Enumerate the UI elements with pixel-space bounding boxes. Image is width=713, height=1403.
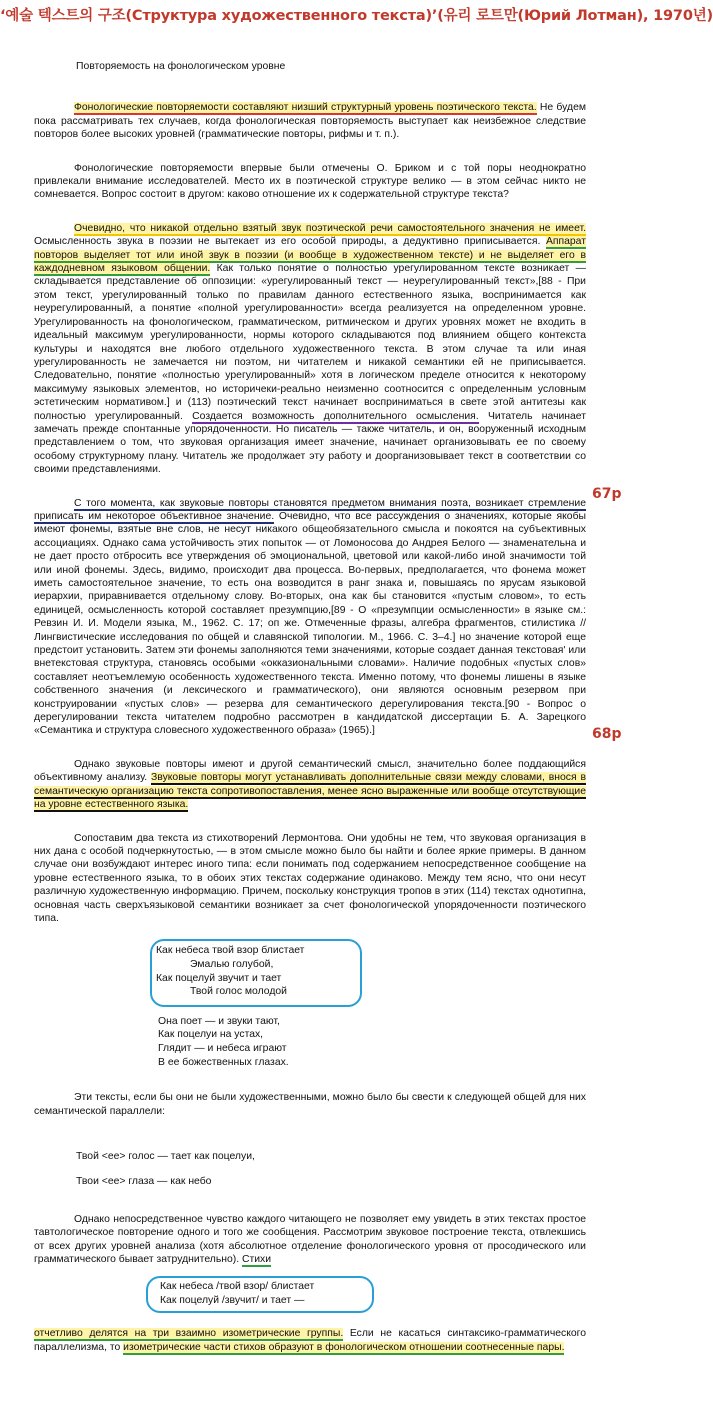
- poem-callout-box: [150, 939, 362, 1006]
- paragraph-9: [34, 1327, 586, 1354]
- paragraph-text: Осмысленность звука в поэзии не вытекает из его особой природы, а дедуктивно приписывается.: [34, 236, 546, 248]
- poem-line: Как поцелуи на устах,: [158, 1029, 264, 1041]
- highlight-red: Фонологические повторяемости составляют низший структурный уровень поэтического текста.: [74, 102, 537, 114]
- paragraph-5: [34, 758, 586, 812]
- paragraph-text: Однако звуковые повторы имеют и другой семантический смысл, значительно более поддающийся объективному анализу.: [34, 758, 586, 784]
- paragraph-text: Как только понятие о полностью урегулированном тексте возникает — складывается представление об оппозиции: «урегулированный текст — неурегулированный текст»,[88 - При этом текст, урегулированный только по правилам данного естественного языка, воспринимается как неурегулированный, а понятие «полной урегулированности» всегда реализуется на определенном уровне. Урегулированность на фонологическом, грамматическом, ритмическом и других уровнях может не входить в идеальный максимум урегулированности, нормы которого складываются под влиянием общего контекста культуры и находятся вне любого отдельного художественного текста. В этом случае та или иная урегулированность не замечается ни поэтом, ни читателем и никакой семантики ей не приписывается. Следовательно, понятие «полностью урегулированный» хотя в логическом пределе относится к некоторому максимуму языковых элементов, но историчеки-реально неизменно соотносится с определенным условным эстетическим нормативом.] и (113) поэтический текст начинает восприниматься в свете этой антитезы как полностью урегулированный.: [34, 263, 587, 422]
- paragraph-8: [34, 1213, 586, 1267]
- page-marker: 67р: [592, 486, 622, 502]
- highlight-yellow: Очевидно, что никакой отдельно взятый звук поэтической речи самостоятельного значения не имеет.: [74, 222, 586, 234]
- formula-line: Твои <ее> глаза — как небо: [76, 1176, 212, 1188]
- verse-line: Как поцелуй /звучит/ и тает —: [160, 1294, 305, 1306]
- paragraph-4: [34, 497, 586, 738]
- paragraph-6: Сопоставим два текста из стихотворений Лермонтова. Они удобны не тем, что звуковая организация в них дана с особой подчеркнутостью, — в этом смысле можно было бы найти и более яркие примеры. В данном случае они возбуждают интерес иного типа: если понимать под содержанием непосредственное сообщение на уровне естественного языка, то в обоих этих текстах содержание одинаково. Между тем ясно, что они несут различную художественную информацию. Причем, поскольку конструкция тропов в этих (114) текстах однотипна, основная часть сверхъязыковой семантики возникает за счет фонологической упорядоченности поэтического типа.: [34, 832, 586, 924]
- paragraph-3: [34, 222, 586, 477]
- paragraph-text: Если не касаться синтаксико-грамматического параллелизма, то: [34, 1328, 586, 1353]
- underline-purple: Создается возможность дополнительного осмысления.: [192, 410, 479, 422]
- highlight-green: изометрические части стихов образуют в фонологическом отношении соотнесенные пары.: [123, 1341, 565, 1353]
- highlight-green: Аппарат повторов выделяет тот или иной звук в поэзии (и вообще в художественном тексте) и не выделяет его в каждодневном языковом общении.: [34, 236, 586, 275]
- poem-block: [158, 939, 358, 1069]
- poem-line: Твой голос молодой: [190, 986, 287, 998]
- document-body: [34, 60, 586, 1374]
- poem-line: Как поцелуй звучит и тает: [156, 972, 282, 984]
- page-title: ‘예술 텍스트의 구조(Структура художественного текста)’(유리 로트만(Юрий Лотман), 1970년): [0, 8, 713, 24]
- poem-line: Как небеса твой взор блистает: [156, 945, 305, 957]
- paragraph-text: Читатель начинает замечать прежде спонтанные упорядоченности. Но писатель — также читатель, и он, вооруженный исходным представлением о том, что звуковая организация имеет значение, начинает организовывать ее по своему особому структурному плану. Читатель же продолжает эту работу и доорганизовывает текст в соответствии со своими представлениями.: [34, 410, 586, 476]
- section-subtitle: Повторяемость на фонологическом уровне: [76, 61, 286, 72]
- poem-line: Эмалью голубой,: [190, 958, 274, 970]
- highlight-green: отчетливо делятся на три взаимно изометрические группы.: [34, 1328, 344, 1340]
- poem-line: В ее божественных глазах.: [158, 1056, 289, 1068]
- verse-line: Как небеса /твой взор/ блистает: [160, 1281, 315, 1293]
- underline-green: Стихи: [241, 1253, 272, 1265]
- poem-line: Глядит — и небеса играют: [158, 1042, 287, 1054]
- formula-line: Твой <ее> голос — тает как поцелуи,: [76, 1150, 255, 1162]
- verse-callout-box: [146, 1276, 374, 1313]
- paragraph-1: [34, 101, 586, 141]
- paragraph-text: Однако непосредственное чувство каждого читающего не позволяет ему увидеть в этих текстах простое тавтологическое повторение одного и того же сообщения. Рассмотрим звуковое построение текста, отвлекшись от всех других уровней анализа (хотя абсолютное отделение фонологического уровня от просодического или грамматического бывает затруднительно).: [34, 1213, 586, 1265]
- paragraph-2: Фонологические повторяемости впервые были отмечены О. Бриком и с той поры неоднократно привлекали внимание исследователей. Место их в поэтической структуре велико — в этом сейчас никто не сомневается. Вопрос состоит в другом: каково отношение их к содержательной структуре текста?: [34, 162, 586, 201]
- underline-navy: С того момента, как звуковые повторы становятся предметом внимания поэта, возникает стремление приписать им некоторое объективное значение.: [34, 497, 586, 522]
- highlight-black: Звуковые повторы могут устанавливать дополнительные связи между словами, внося в семантическую организацию текста сопротивопоставления, менее ясно выраженные или вообще отсутствующие на уровне естественного языка.: [34, 772, 586, 811]
- paragraph-text: Не будем пока рассматривать тех случаев, когда фонологическая повторяемость выступает как неизбежное следствие повторов более высоких уровней (грамматические повторы, рифмы и т. п.).: [34, 102, 586, 141]
- paragraph-7: Эти тексты, если бы они не были художественными, можно было бы свести к следующей общей для них семантической параллели:: [34, 1092, 586, 1117]
- page-marker: 68р: [592, 726, 622, 742]
- paragraph-text: Очевидно, что все рассуждения о значениях, которые якобы имеют фонемы, взятые вне слов, не несут никакого общеобязательного смысла и покоятся на субъективных ассоциациях. Однако сама устойчивость этих попыток — от Ломоносова до Андрея Белого — знаменательна и не дает просто отбросить все утверждения об эмоциональной, цветовой или какой-либо иной значимости той или иной фонемы. Здесь, видимо, происходит два процесса. Во-первых, предполагается, что фонема может иметь самостоятельное значение, то есть она возводится в ранг знака и, повышаясь по ярусам языковой иерархии, приравнивается отдельному слову. Во-вторых, она как бы становится «пустым словом», то есть единицей, осмысленность которой составляет презумпцию,[89 - О «презумпции осмысленности» в языке см.: Ревзин И. И. Модели языка, М., 1962. С. 17; оп же. Отмеченные фразы, алгебра фрагментов, стилистика // Лингвистические исследования по общей и славянской типологии. М., 1966. С. 3–4.] но значение которой еще предстоит установить. Затем эти фонемы заполняются теми значениями, которые создает данная текстовая' или внетекстовая структура, становясь особыми «окказиональными словами». Наличие подобных «пустых слов» составляет неотъемлемую особенность художественного текста. Именно потому, что фонемы лишены в языке собственного значения (и лексического и грамматического), они являются основным резервом при конструировании «пустых слов» — резерва для семантического дерегулирования текста.[90 - Вопрос о дерегулировании текста читателем подробно рассмотрен в кандидатской диссертации Б. А. Зарецкого «Семантика и структура словесного художественного образа» (1965).]: [34, 510, 586, 737]
- poem-line: Она поет — и звуки тают,: [158, 1015, 280, 1027]
